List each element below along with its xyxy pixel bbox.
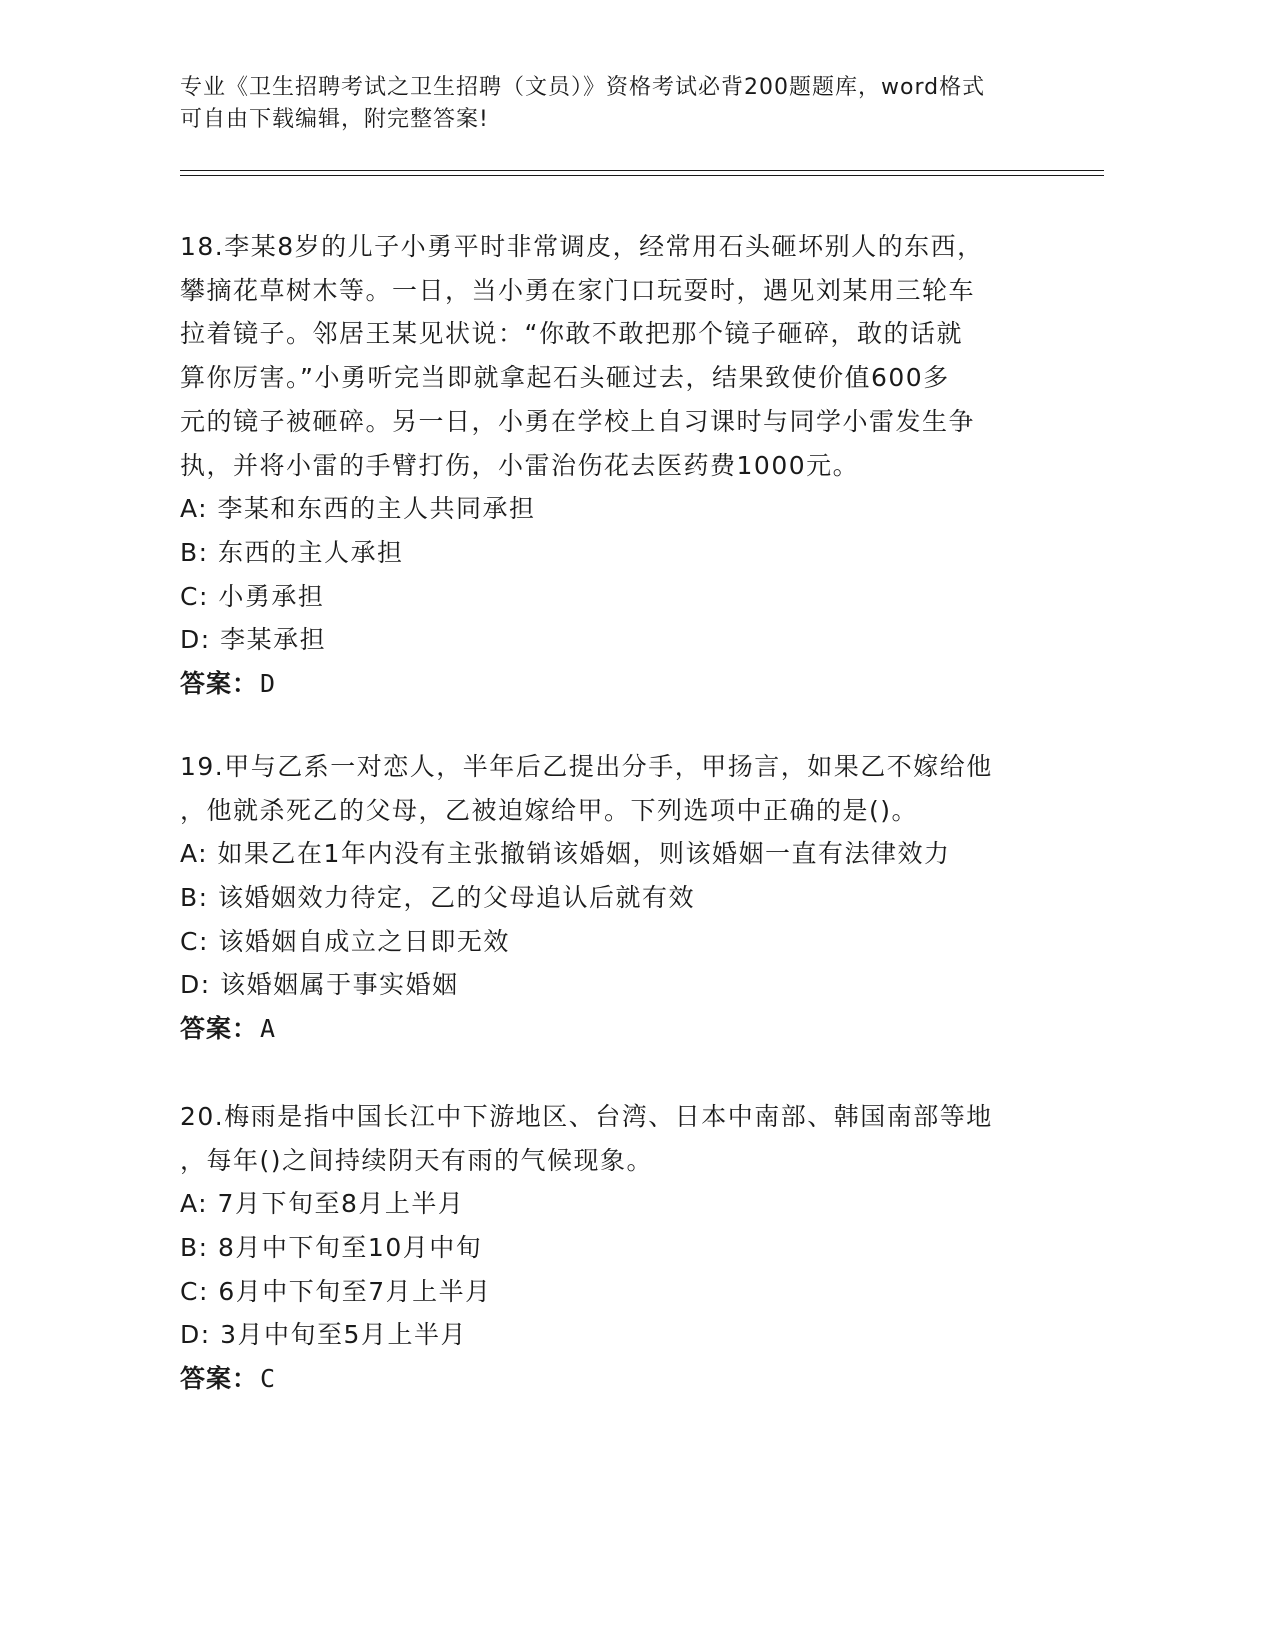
header-line-1: 专业《卫生招聘考试之卫生招聘（文员）》资格考试必背200题题库，word格式	[180, 75, 986, 100]
option-key: C:	[180, 581, 209, 611]
stem-line: 攀摘花草树木等。一日，当小勇在家门口玩耍时，遇见刘某用三轮车	[180, 275, 976, 305]
option-key: D:	[180, 1320, 211, 1350]
header-divider-top	[180, 170, 1104, 171]
question-20	[180, 1095, 1060, 1401]
option-key: A:	[180, 1189, 209, 1219]
stem-line: 18.李某8岁的儿子小勇平时非常调皮，经常用石头砸坏别人的东西，	[180, 232, 984, 261]
stem-line: 20.梅雨是指中国长江中下游地区、台湾、日本中南部、韩国南部等地	[180, 1102, 993, 1131]
option-text: 如果乙在1年内没有主张撤销该婚姻，则该婚姻一直有法律效力	[217, 839, 951, 869]
stem-line: 19.甲与乙系一对恋人，半年后乙提出分手，甲扬言，如果乙不嫁给他	[180, 752, 993, 781]
stem-line: 算你厉害。”小勇听完当即就拿起石头砸过去，结果致使价值600多	[180, 363, 950, 393]
stem-line: 执，并将小雷的手臂打伤，小雷治伤花去医药费1000元。	[180, 450, 860, 480]
answer-label: 答案：	[180, 1014, 259, 1044]
question-number: 20.	[180, 1102, 225, 1131]
option-c	[180, 1270, 1060, 1314]
option-text: 小勇承担	[218, 581, 325, 611]
option-text: 该婚姻效力待定，乙的父母追认后就有效	[218, 883, 696, 913]
option-b	[180, 531, 1060, 575]
option-key: A:	[180, 839, 209, 869]
question-stem	[180, 745, 1060, 832]
stem-line: 元的镜子被砸碎。另一日，小勇在学校上自习课时与同学小雷发生争	[180, 406, 976, 436]
question-number: 19.	[180, 752, 225, 781]
answer-line	[180, 1357, 1060, 1401]
answer-line	[180, 1007, 1060, 1051]
option-text: 8月中下旬至10月中旬	[218, 1233, 483, 1263]
answer-value: C	[260, 1364, 277, 1394]
question-stem	[180, 225, 1060, 487]
answer-label: 答案：	[180, 1364, 259, 1394]
option-key: B:	[180, 537, 209, 567]
answer-value: A	[260, 1014, 277, 1044]
stem-line: 拉着镜子。邻居王某见状说：“你敢不敢把那个镜子砸碎，敢的话就	[180, 319, 963, 349]
question-stem	[180, 1095, 1060, 1182]
option-key: B:	[180, 883, 209, 913]
question-19	[180, 745, 1060, 1051]
answer-value: D	[260, 668, 277, 698]
option-key: C:	[180, 926, 209, 956]
option-b	[180, 1226, 1060, 1270]
answer-line	[180, 662, 1060, 706]
header-divider-bottom	[180, 175, 1104, 176]
option-text: 7月下旬至8月上半月	[217, 1189, 465, 1219]
stem-line: ，他就杀死乙的父母，乙被迫嫁给甲。下列选项中正确的是()。	[180, 795, 919, 825]
option-a	[180, 1182, 1060, 1226]
option-text: 6月中下旬至7月上半月	[218, 1276, 492, 1306]
question-number: 18.	[180, 232, 225, 261]
stem-line: ，每年()之间持续阴天有雨的气候现象。	[180, 1145, 654, 1175]
option-text: 李某和东西的主人共同承担	[217, 494, 536, 524]
option-text: 李某承担	[220, 625, 327, 655]
option-key: A:	[180, 494, 209, 524]
option-d	[180, 963, 1060, 1007]
option-key: B:	[180, 1233, 209, 1263]
option-text: 3月中旬至5月上半月	[220, 1320, 467, 1350]
option-c	[180, 920, 1060, 964]
answer-label: 答案：	[180, 668, 259, 698]
option-d	[180, 1313, 1060, 1357]
option-text: 东西的主人承担	[218, 537, 404, 567]
option-a	[180, 832, 1060, 876]
header-line-2: 可自由下载编辑，附完整答案!	[180, 107, 489, 132]
option-b	[180, 876, 1060, 920]
document-header	[180, 72, 1060, 136]
option-text: 该婚姻属于事实婚姻	[220, 970, 459, 1000]
option-key: D:	[180, 970, 211, 1000]
option-text: 该婚姻自成立之日即无效	[218, 926, 510, 956]
option-d	[180, 618, 1060, 662]
option-c	[180, 575, 1060, 619]
option-a	[180, 487, 1060, 531]
option-key: D:	[180, 625, 211, 655]
question-18	[180, 225, 1060, 706]
option-key: C:	[180, 1276, 209, 1306]
